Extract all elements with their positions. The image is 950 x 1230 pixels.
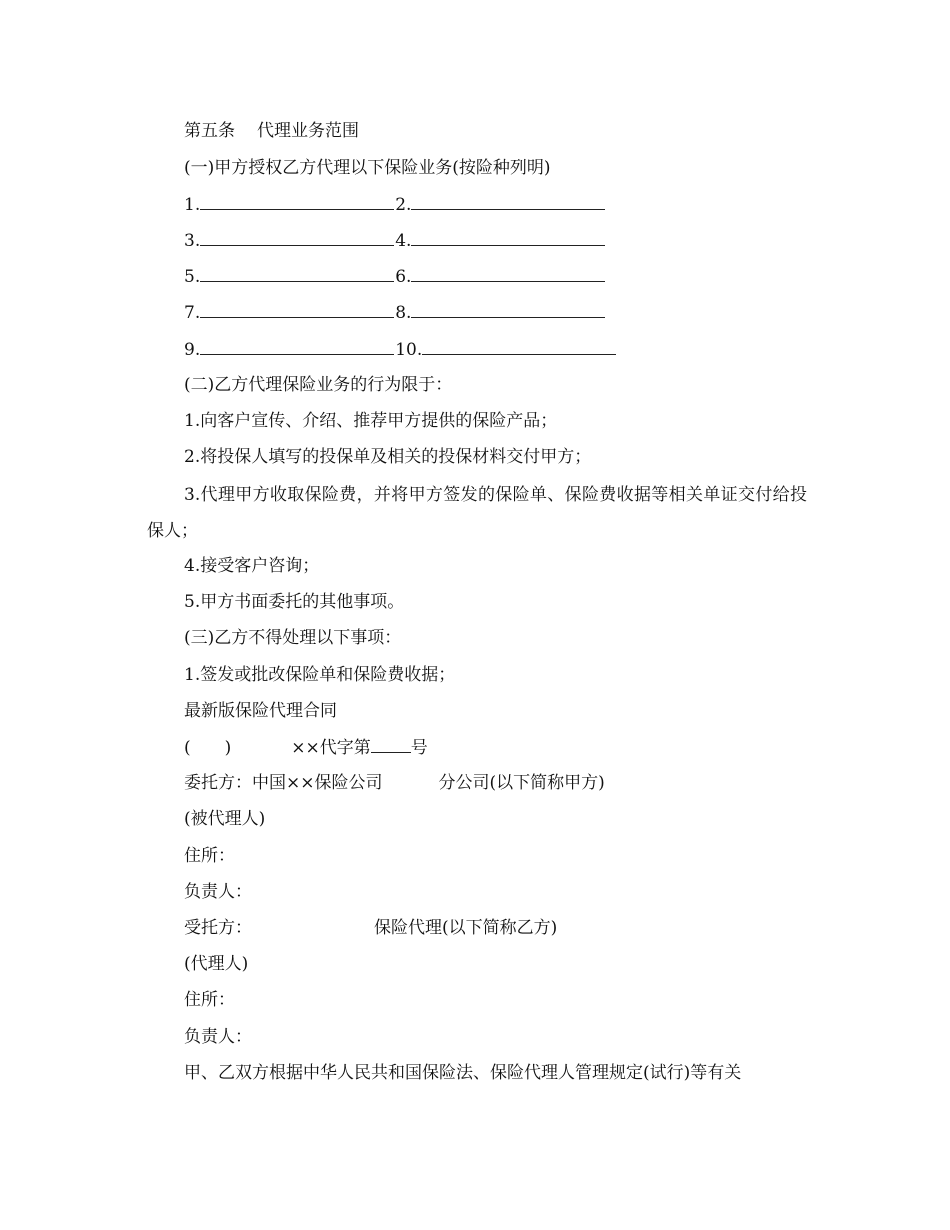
section3-title: (三)乙方不得处理以下事项： (184, 628, 402, 648)
principal-role: (被代理人) (184, 809, 266, 829)
principal-manager: 负责人： (184, 882, 252, 902)
agent-manager: 负责人： (184, 1027, 252, 1047)
item-number: 4. (395, 231, 412, 251)
blank-row-1 (184, 193, 606, 217)
item-number: 5. (184, 267, 201, 287)
blank-line[interactable] (422, 338, 616, 355)
blank-line[interactable] (411, 301, 605, 318)
article-title: 代理业务范围 (257, 121, 359, 141)
blank-line[interactable] (200, 193, 394, 210)
principal-suffix: 分公司(以下简称甲方) (438, 773, 605, 793)
code-blank[interactable] (371, 736, 411, 753)
agent-label: 受托方： (184, 918, 252, 938)
principal-line (184, 772, 605, 796)
blank-row-4 (184, 301, 606, 325)
item-number: 9. (184, 340, 201, 360)
section3-item-1: 1.签发或批改保险单和保险费收据； (184, 665, 456, 685)
basis-text: 甲、乙双方根据中华人民共和国保险法、保险代理人管理规定(试行)等有关 (184, 1063, 742, 1083)
article-heading (184, 120, 359, 144)
blank-line[interactable] (200, 265, 394, 282)
item-number: 7. (184, 303, 201, 323)
principal-address: 住所： (184, 846, 235, 866)
item-number: 8. (395, 303, 412, 323)
item-number: 6. (395, 267, 412, 287)
blank-line[interactable] (411, 265, 605, 282)
section2-item-5: 5.甲方书面委托的其他事项。 (184, 592, 405, 612)
blank-row-5 (184, 338, 617, 362)
agent-suffix: 保险代理(以下简称乙方) (374, 918, 558, 938)
blank-line[interactable] (200, 301, 394, 318)
item-number: 1. (184, 195, 201, 215)
agent-role: (代理人) (184, 954, 249, 974)
section2-item-2: 2.将投保人填写的投保单及相关的投保材料交付甲方； (184, 447, 592, 467)
item-number: 10. (395, 340, 423, 360)
article-number: 第五条 (184, 121, 235, 141)
item-number: 2. (395, 195, 412, 215)
blank-row-3 (184, 265, 606, 289)
agent-line (184, 917, 557, 941)
item-number: 3. (184, 231, 201, 251)
agent-address: 住所： (184, 990, 235, 1010)
blank-row-2 (184, 229, 606, 253)
blank-line[interactable] (411, 193, 605, 210)
section2-title: (二)乙方代理保险业务的行为限于： (184, 375, 453, 395)
section1-title: (一)甲方授权乙方代理以下保险业务(按险种列明) (184, 158, 551, 178)
section2-item-1: 1.向客户宣传、介绍、推荐甲方提供的保险产品； (184, 411, 558, 431)
contract-code (184, 736, 428, 760)
section2-item-3: 3.代理甲方收取保险费，并将甲方签发的保险单、保险费收据等相关单证交付给投保人； (147, 485, 807, 541)
blank-line[interactable] (200, 229, 394, 246)
blank-line[interactable] (200, 338, 394, 355)
blank-line[interactable] (411, 229, 605, 246)
section2-item-4: 4.接受客户咨询； (184, 556, 320, 576)
contract-title: 最新版保险代理合同 (184, 701, 337, 721)
principal-label: 委托方：中国××保险公司 (184, 773, 383, 793)
code-suffix: 号 (410, 738, 428, 758)
code-prefix: ××代字第 (291, 738, 371, 758)
code-paren: ( ) (184, 738, 232, 758)
